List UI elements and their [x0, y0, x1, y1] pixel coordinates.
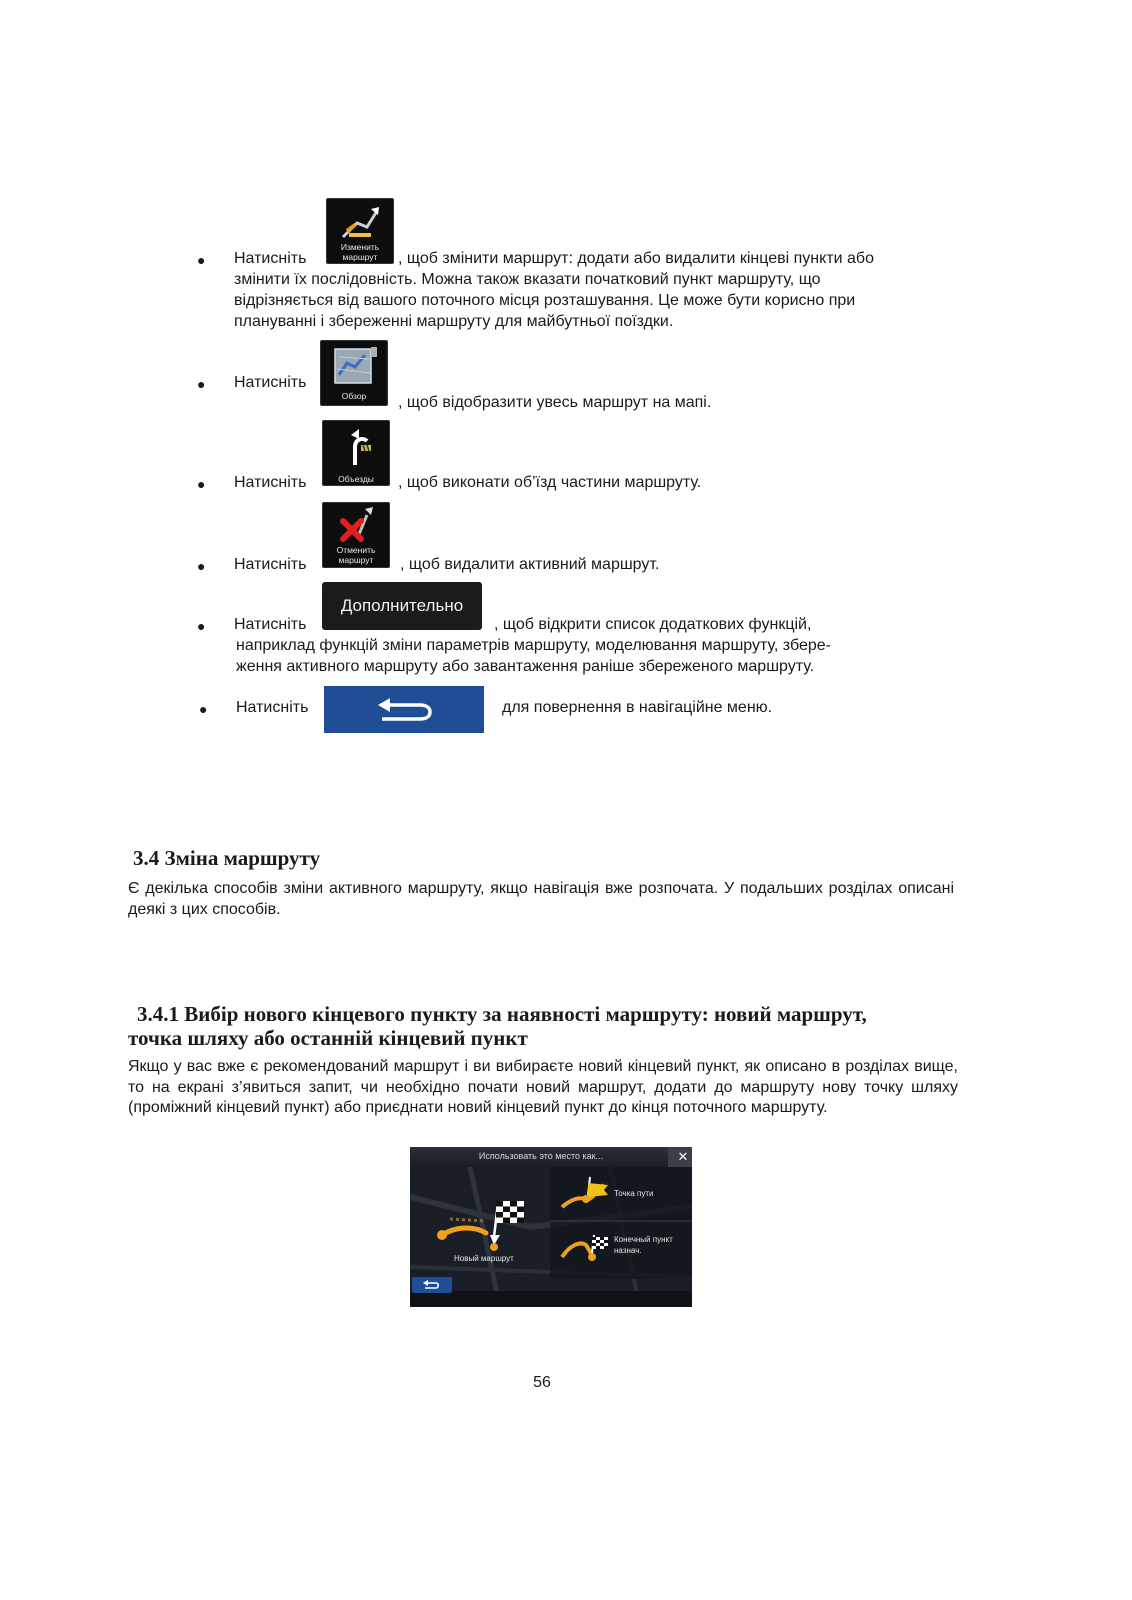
waypoint-label: Точка пути — [614, 1189, 654, 1198]
cancel-route-icon — [335, 505, 379, 545]
button-caption: Объезды — [338, 474, 374, 484]
detour-icon — [337, 425, 377, 469]
bullet-text-line: , щоб відкрити список додаткових функцій, — [494, 616, 812, 633]
dialog-header — [410, 1147, 692, 1167]
bullet-lead: Натисніть — [234, 250, 307, 267]
subsection-heading-line: 3.4.1 Вибір нового кінцевого пункту за наявності маршруту: новий маршрут, — [137, 1002, 867, 1026]
bullet-lead: Натисніть — [236, 699, 309, 716]
bullet-marker: ● — [197, 558, 206, 574]
checkered-flag-icon — [592, 1237, 608, 1249]
bullet-text-line: змінити їх послідовність. Можна також вказати початковий пункт маршруту, що — [234, 271, 821, 288]
back-arrow-icon — [376, 697, 436, 723]
checkered-flag-icon — [496, 1201, 524, 1223]
final-destination-option[interactable] — [552, 1223, 692, 1271]
device-screenshot — [410, 1147, 692, 1307]
bullet-lead: Натисніть — [234, 374, 307, 391]
button-caption: Отменить — [336, 545, 376, 555]
bullet-text-line: відрізняється від вашого поточного місця розташування. Це може бути корисно при — [234, 292, 856, 309]
screenshot-back-button[interactable] — [412, 1277, 452, 1293]
subsection-paragraph: Якщо у вас вже є рекомендований маршрут і ви вибираєте новий кінцевий пункт, як описано в розділах вище, то на екрані з’явиться запит, чи необхідно почати новий маршрут, додати до маршруту нову точку шляху (проміжний кінцевий пункт) або приєднати новий кінцевий пункт до кінця поточного маршруту. — [128, 1058, 958, 1116]
button-caption: Изменить — [340, 242, 380, 252]
bullet-marker: ● — [197, 252, 206, 268]
new-route-graphic — [430, 1177, 548, 1257]
overview-map-icon — [331, 345, 379, 387]
final-destination-label: Конечный пункт — [614, 1235, 673, 1244]
detour-button[interactable] — [322, 420, 390, 486]
bullet-text-line: для повернення в навігаційне меню. — [502, 699, 773, 716]
bullet-text-line: , щоб видалити активний маршрут. — [400, 556, 660, 573]
waypoint-option[interactable] — [552, 1171, 692, 1221]
change-route-icon — [337, 203, 383, 241]
cancel-route-button[interactable] — [322, 502, 390, 568]
bullet-text-line: , щоб виконати об’їзд частини маршруту. — [398, 474, 702, 491]
bullet-text-line: , щоб змінити маршрут: додати або видалити кінцеві пункти або — [398, 250, 874, 267]
subsection-heading-line: точка шляху або останній кінцевий пункт — [128, 1026, 528, 1050]
bullet-text-line: ження активного маршруту або завантаження раніше збереженого маршруту. — [236, 658, 815, 675]
bullet-text-line: плануванні і збереженні маршруту для майбутньої поїздки. — [234, 313, 674, 330]
dialog-title: Использовать это место как... — [478, 1151, 604, 1161]
new-route-label: Новый маршрут — [454, 1254, 514, 1263]
bullet-marker: ● — [197, 376, 206, 392]
bullet-lead: Натисніть — [234, 474, 307, 491]
change-route-button[interactable] — [326, 198, 394, 264]
new-route-option[interactable] — [430, 1177, 548, 1269]
page-number: 56 — [533, 1374, 551, 1391]
bullet-marker: ● — [197, 476, 206, 492]
button-caption: маршрут — [338, 555, 374, 565]
more-button[interactable]: Дополнительно — [322, 582, 482, 630]
back-button[interactable] — [324, 686, 484, 733]
bullet-lead: Натисніть — [234, 556, 307, 573]
bullet-text-line: наприклад функцій зміни параметрів маршруту, моделювання маршруту, збере- — [236, 637, 831, 654]
close-icon[interactable]: ✕ — [668, 1147, 692, 1167]
yellow-flag-icon — [588, 1183, 610, 1197]
bullet-text-line: , щоб відобразити увесь маршрут на мапі. — [398, 394, 712, 411]
overview-button[interactable] — [320, 340, 388, 406]
bullet-lead: Натисніть — [234, 616, 307, 633]
button-caption: маршрут — [342, 252, 378, 262]
button-caption: Обзор — [341, 391, 367, 401]
section-heading: 3.4 Зміна маршруту — [133, 846, 321, 870]
back-arrow-icon — [423, 1280, 441, 1290]
bullet-marker: ● — [197, 618, 206, 634]
section-paragraph: Є декілька способів зміни активного маршруту, якщо навігація вже розпочата. У подальших розділах описані деякі з цих способів. — [128, 880, 954, 918]
final-destination-label: назнач. — [614, 1246, 642, 1255]
bullet-marker: ● — [199, 701, 208, 717]
